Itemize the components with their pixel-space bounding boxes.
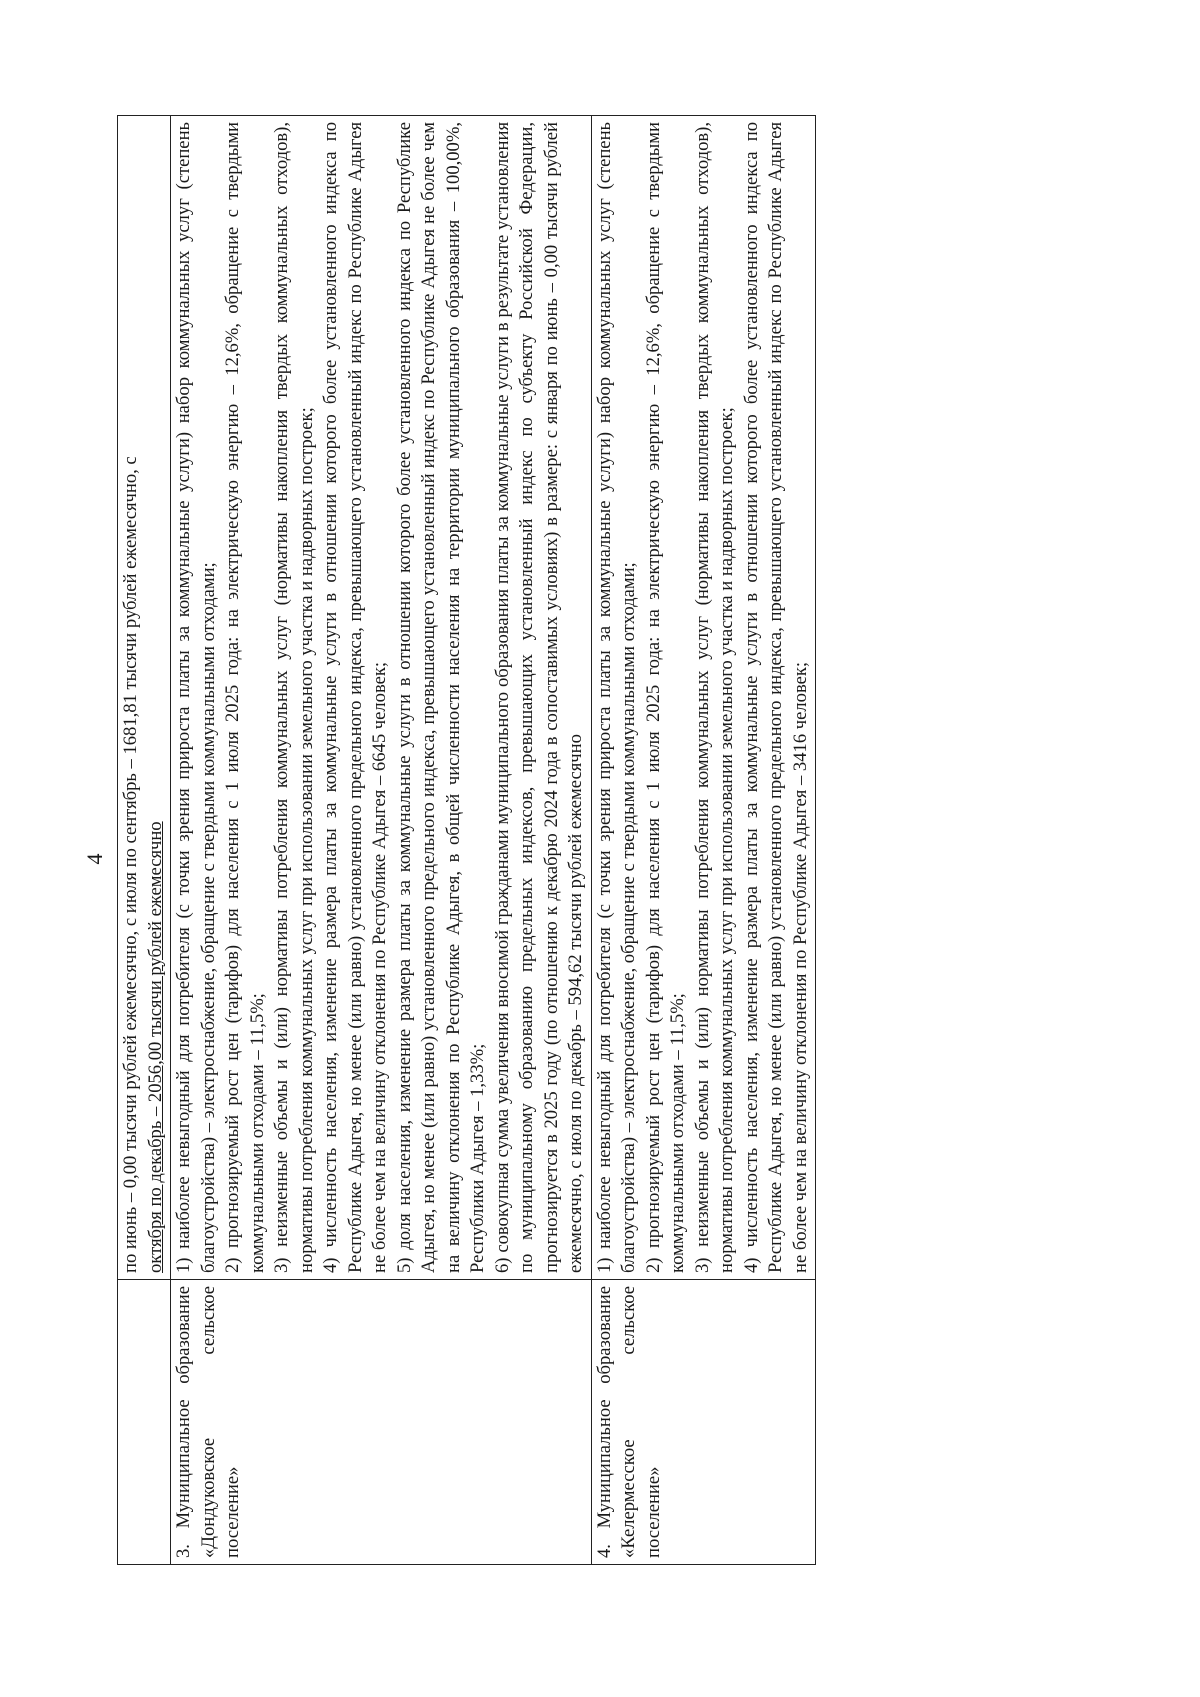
municipality-name: 4. Муниципальное образование «Келермесское сельское поселение»	[591, 1280, 816, 1565]
list-item: 2) прогнозируемый рост цен (тарифов) для населения с 1 июля 2025 года: на электрическую энергию – 12,6%, обращение с твердыми коммунальными отходами – 11,5%;	[642, 122, 688, 1273]
list-item: 3) неизменные объемы и (или) нормативы потребления коммунальных услуг (нормативы накопления твердых коммунальных отходов), нормативы потребления коммунальных услуг при использовании земельного участка и надворных построек;	[271, 122, 317, 1273]
list-item: 4) численность населения, изменение размера платы за коммунальные услуги в отношении которого более установленного индекса по Республике Адыгея, но менее (или равно) установленного предельного индекса, превышающего установленный индекс по Республике Адыгея не более чем на величину отклонения по Республике Адыгея – 6645 человек;	[320, 122, 390, 1273]
name-cell-empty	[118, 1280, 171, 1565]
table-row-continuation	[118, 116, 171, 1565]
page-number: 4	[82, 853, 107, 865]
list-item: 3) неизменные объемы и (или) нормативы потребления коммунальных услуг (нормативы накопления твердых коммунальных отходов), нормативы потребления коммунальных услуг при использовании земельного участка и надворных построек;	[691, 122, 737, 1273]
continuation-line: октября по декабрь – 2056,00 тысячи рублей ежемесячно	[144, 821, 166, 1273]
list-item: 1) наиболее невыгодный для потребителя (с точки зрения прироста платы за коммунальные услуги) набор коммунальных услуг (степень благоустройства) – электроснабжение, обращение с твердыми коммунальными отходами;	[173, 122, 219, 1273]
description-cell	[118, 116, 171, 1280]
list-item: 4) численность населения, изменение размера платы за коммунальные услуги в отношении которого более установленного индекса по Республике Адыгея, но менее (или равно) установленного предельного индекса, превышающего установленный индекс по Республике Адыгея не более чем на величину отклонения по Республике Адыгея – 3416 человек;	[740, 122, 811, 1273]
list-item: 6) совокупная сумма увеличения вносимой гражданами муниципального образования платы за коммунальные услуги в результате установления по муниципальному образованию предельных индексов, превышающих установленный индекс по субъекту Российской Федерации, прогнозируется в 2025 году (по отношению к декабрю 2024 года в сопоставимых условиях) в размере: с января по июнь – 0,00 тысячи рублей ежемесячно, с июля по декабрь – 594,62 тысячи рублей ежемесячно	[491, 122, 586, 1273]
description-cell	[591, 116, 816, 1280]
document-sheet	[117, 115, 1095, 1565]
list-item: 5) доля населения, изменение размера платы за коммунальные услуги в отношении которого более установленного индекса по Республике Адыгея, но менее (или равно) установленного предельного индекса, превышающего установленный индекс по Республике Адыгея не более чем на величину отклонения по Республике Адыгея, в общей численности населения на территории муниципального образования – 100,00%, Республики Адыгея – 1,33%;	[393, 122, 488, 1273]
table-row-dondukovskoe	[171, 116, 592, 1565]
list-item: 2) прогнозируемый рост цен (тарифов) для населения с 1 июля 2025 года: на электрическую энергию – 12,6%, обращение с твердыми коммунальными отходами – 11,5%;	[222, 122, 268, 1273]
description-cell	[171, 116, 592, 1280]
municipal-table	[117, 115, 816, 1565]
municipality-name: 3. Муниципальное образование «Дондуковское сельское поселение»	[171, 1280, 592, 1565]
list-item: 1) наиболее невыгодный для потребителя (с точки зрения прироста платы за коммунальные услуги) набор коммунальных услуг (степень благоустройства) – электроснабжение, обращение с твердыми коммунальными отходами;	[593, 122, 639, 1273]
continuation-line: по июнь – 0,00 тысячи рублей ежемесячно, с июля по сентябрь – 1681,81 тысячи рублей ежемесячно, с	[120, 456, 141, 1273]
table-row-kelermesskoe	[591, 116, 816, 1565]
